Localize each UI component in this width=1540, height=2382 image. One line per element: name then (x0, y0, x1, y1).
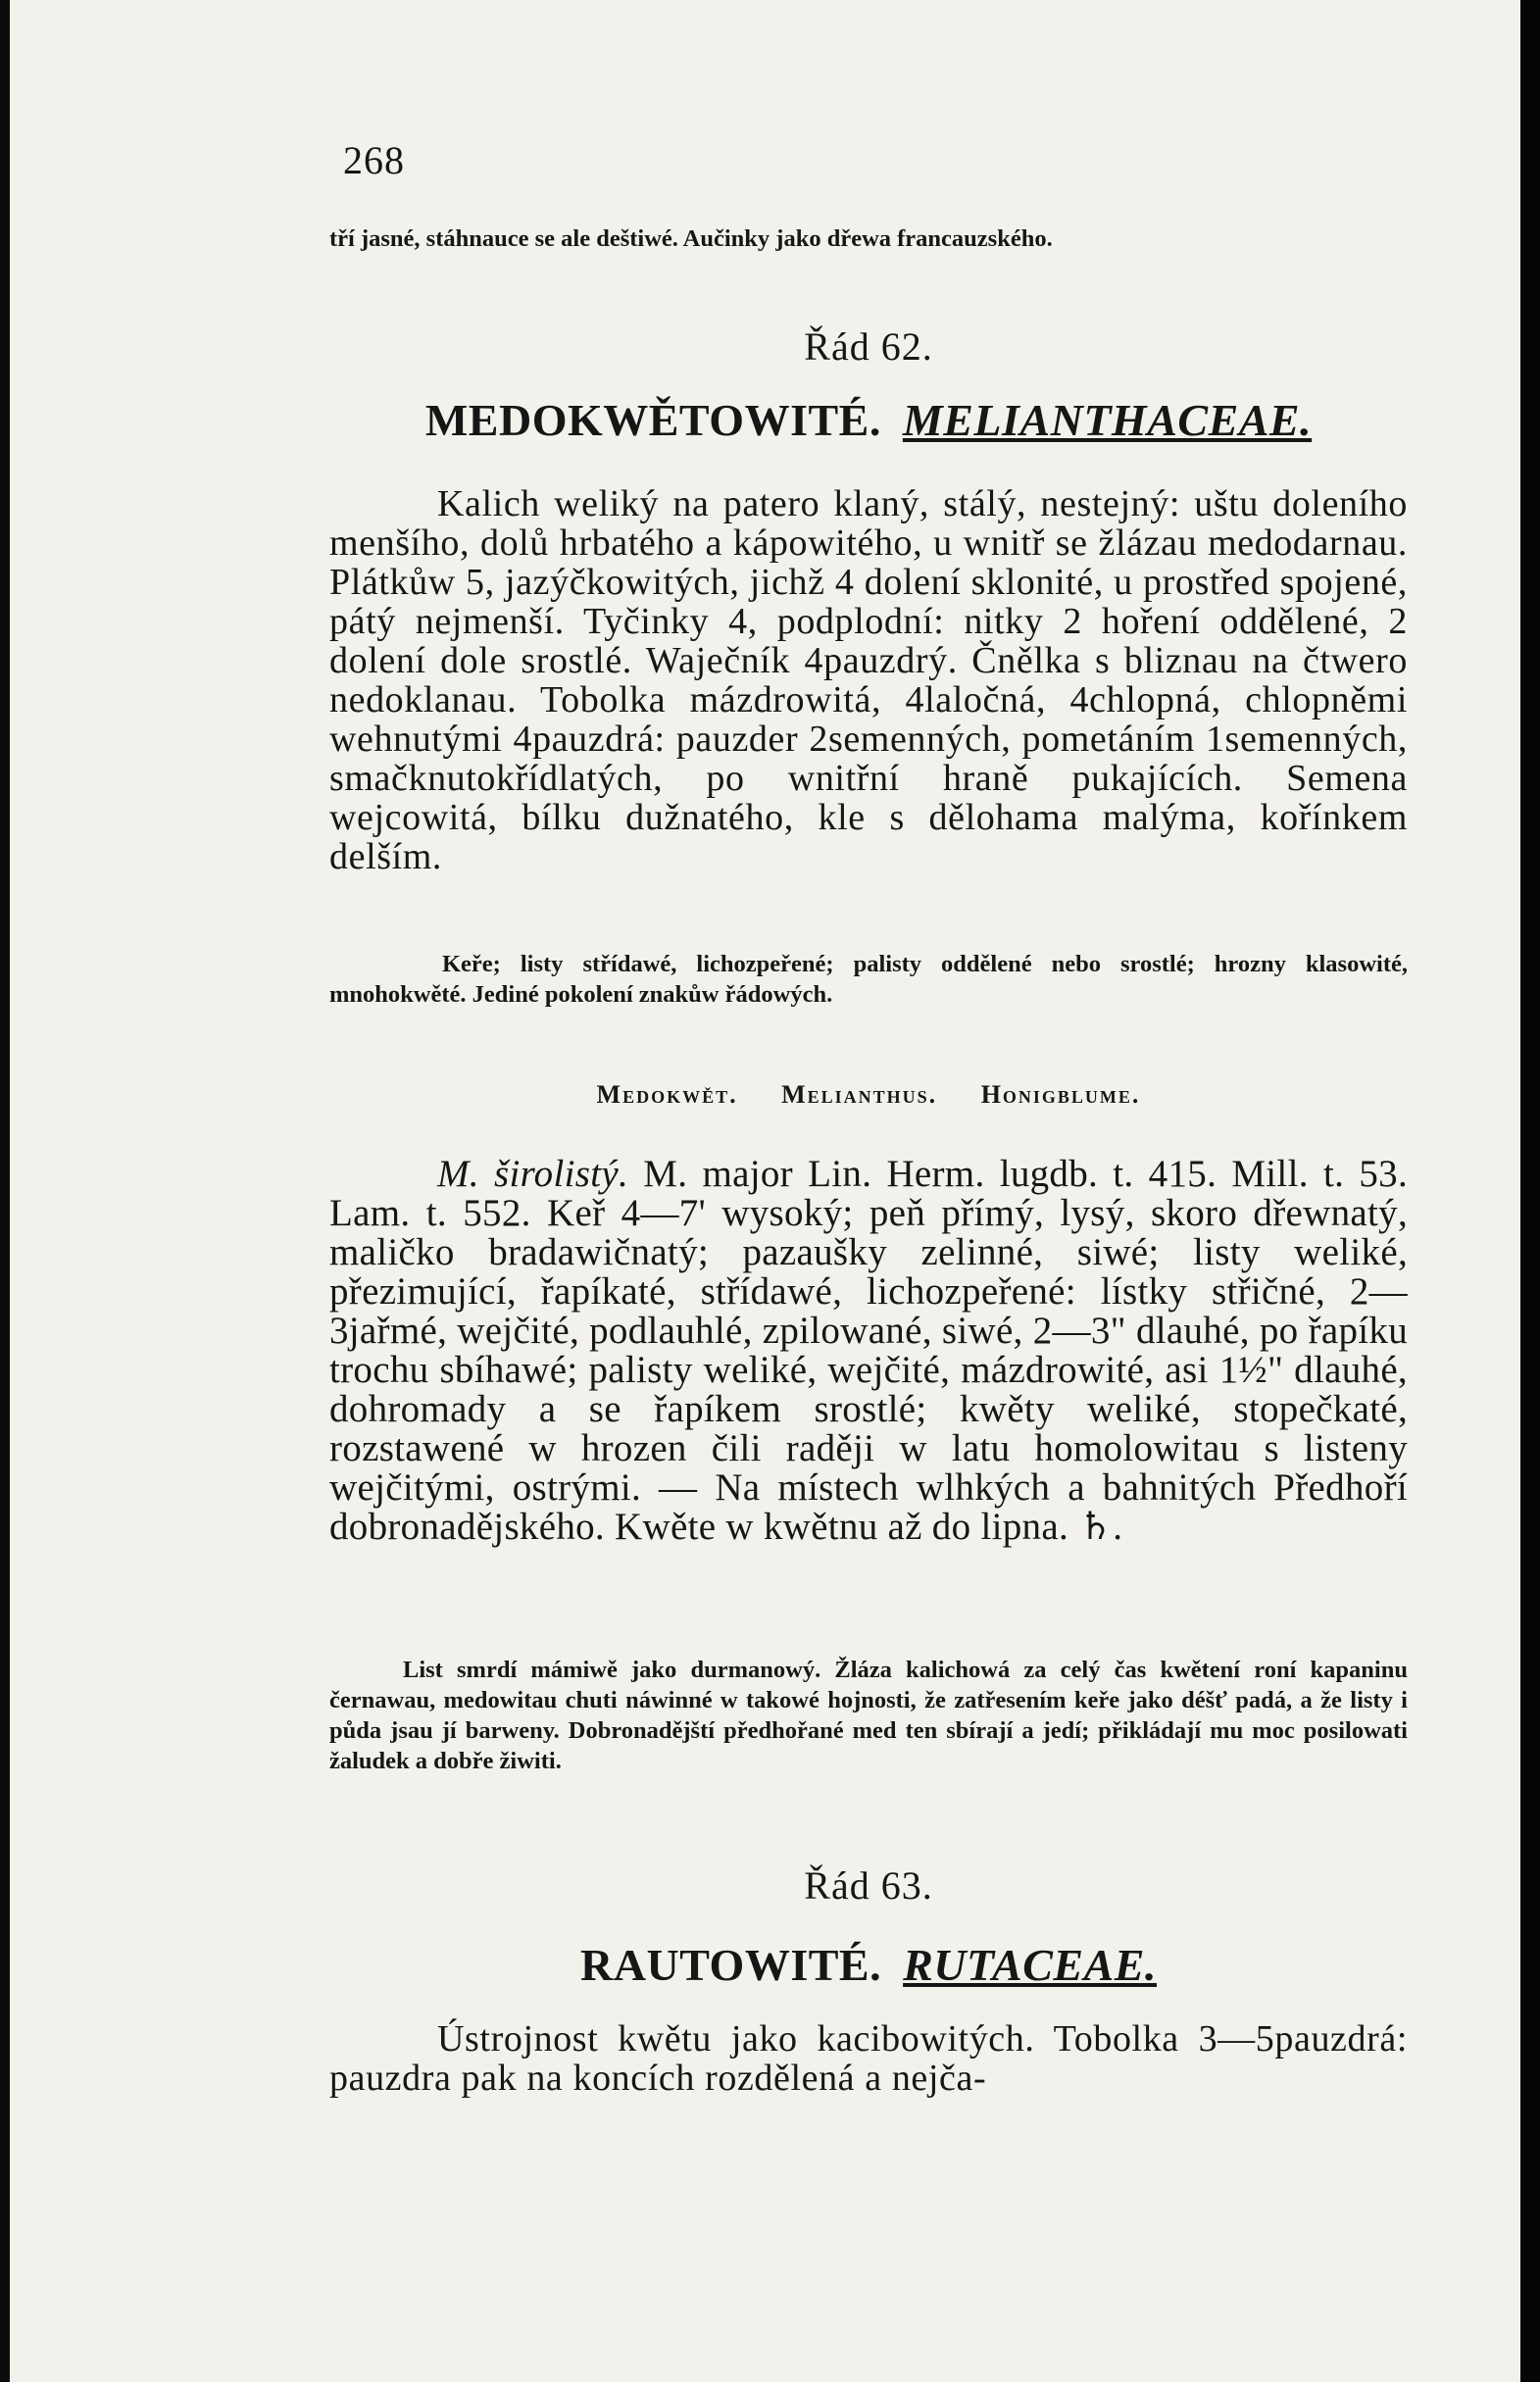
scan-border (1520, 0, 1540, 2382)
order-62-family-latin: MELIANTHACEAE. (902, 395, 1313, 445)
genus-name-latin: Melianthus. (781, 1080, 938, 1109)
page-number: 268 (343, 138, 405, 182)
order-63-heading: Řád 63. (804, 1863, 933, 1908)
intro-fragment: tří jasné, stáhnauce se ale deštiwé. Aučinky jako dřewa francauzského. (329, 225, 1053, 252)
order-63-family-title (329, 1939, 1408, 1991)
species-note: List smrdí mámiwě jako durmanowý. Žláza kalichowá za celý čas kwětení roní kapaninu černawau, medowitau chuti náwinné w takowé hojnosti, že zatřesením keře jako déšť padá, a že listy i půda jsau jí barweny. Dobronadějští předhořané med ten sbírají a jedí; přikládají mu moc posilowati žaludek a dobře žiwiti. (329, 1657, 1408, 1774)
genus-heading-row (329, 1080, 1408, 1119)
order-62-family-czech: MEDOKWĚTOWITÉ. (424, 395, 881, 445)
species-name: M. širolistý. (437, 1153, 629, 1195)
order-62-family-title (329, 394, 1408, 446)
order-62-heading-row (329, 323, 1408, 382)
genus-name-czech: Medokwět. (596, 1080, 738, 1109)
book-page (10, 0, 1520, 2382)
order-62-family-row (329, 394, 1408, 453)
genus-name-german: Honigblume. (980, 1080, 1141, 1109)
order-63-family-row (329, 1939, 1408, 1998)
order-63-family-czech: RAUTOWITÉ. (580, 1940, 882, 1990)
order-62-heading: Řád 62. (804, 324, 933, 369)
genus-heading (329, 1080, 1408, 1110)
order-63-heading-row (329, 1862, 1408, 1921)
order-62-note: Keře; listy střídawé, lichozpeřené; palisty oddělené nebo srostlé; hrozny klasowité, mnohokwěté. Jediné pokolení znakůw řádowých. (329, 951, 1408, 1008)
order-63-family-latin: RUTACEAE. (903, 1940, 1157, 1990)
order-62-description: Kalich weliký na patero klaný, stálý, nestejný: uštu doleního menšího, dolů hrbatého a kápowitého, u wnitř se žlázau medodarnau. Plátkůw 5, jazýčkowitých, jichž 4 dolení sklonité, u prostřed spojené, pátý nejmenší. Tyčinky 4, podplodní: nitky 2 hoření oddělené, 2 dolení dole srostlé. Waječník 4pauzdrý. Čnělka s bliznau na čtwero nedoklanau. Tobolka mázdrowitá, 4laločná, 4chlopná, chlopněmi wehnutými 4pauzdrá: pauzder 2semenných, pometáním 1semenných, smačknutokřídlatých, po wnitřní hraně pukajících. Semena wejcowitá, bílku dužnatého, kle s dělohama malýma, kořínkem delším. (329, 483, 1408, 877)
species-entry (329, 1155, 1408, 1547)
species-description: M. major Lin. Herm. lugdb. t. 415. Mill. t. 53. Lam. t. 552. Keř 4—7' wysoký; peň přímý, lysý, skoro dřewnatý, maličko bradawičnatý; pazaušky zelinné, siwé; listy weliké, přezimující, řapíkaté, střídawé, lichozpeřené: lístky střičné, 2—3jařmé, wejčité, podlauhlé, zpilowané, siwé, 2—3" dlauhé, po řapíku trochu sbíhawé; palisty weliké, wejčité, mázdrowité, asi 1½" dlauhé, dohromady a se řapíkem srostlé; kwěty weliké, stopečkaté, rozstawené w hrozen čili raději w latu homolowitau s listeny wejčitými, ostrými. — Na místech wlhkých a bahnitých Předhoří dobronadějského. Kwěte w kwětnu až do lipna. ♄. (329, 1153, 1408, 1548)
order-63-description: Ústrojnost kwětu jako kacibowitých. Tobolka 3—5pauzdrá: pauzdra pak na koncích rozdělená a nejča- (329, 2018, 1408, 2099)
